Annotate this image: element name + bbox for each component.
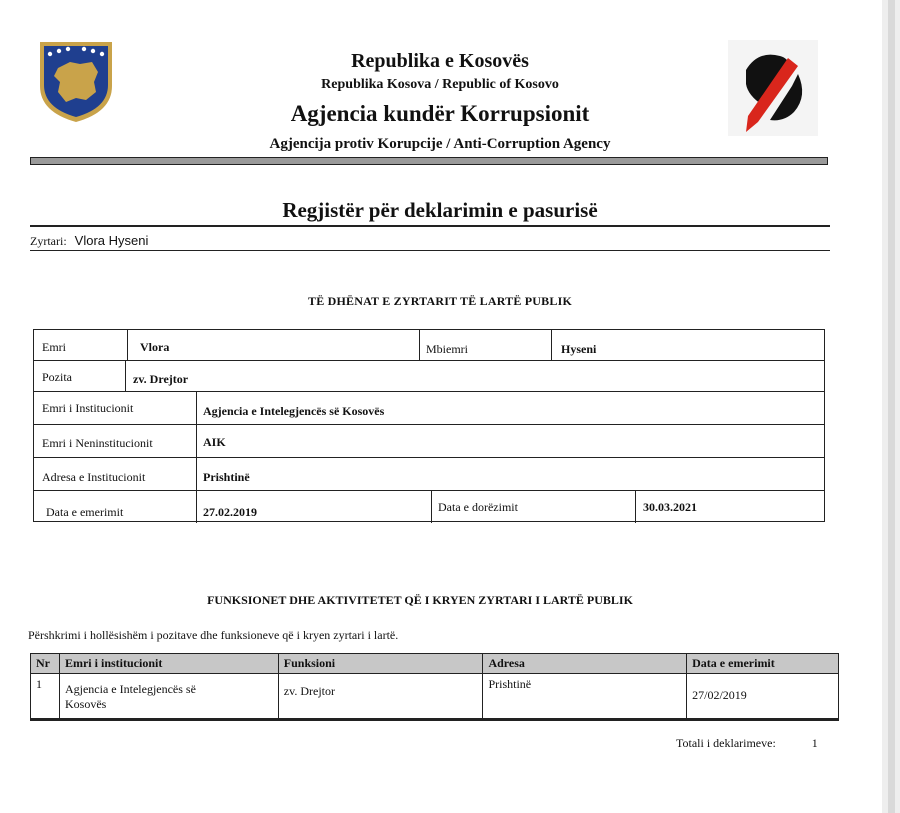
first-name-label: Emri [42,340,66,354]
sub-institution-label: Emri i Neninstitucionit [42,436,153,450]
agency-subtitle: Agjencija protiv Korupcije / Anti-Corruption Agency [269,136,611,152]
row-institution: Agjencia e Intelegjencës së Kosovës [59,674,278,720]
section-official-data-title: TË DHËNAT E ZYRTARIT TË LARTË PUBLIK [308,294,572,308]
institution-value: Agjencia e Intelegjencës së Kosovës [203,404,385,418]
institution-address-label: Adresa e Institucionit [42,470,146,484]
last-name-value: Hyseni [561,342,597,356]
position-value: zv. Drejtor [133,372,189,386]
scrollbar-thumb[interactable] [888,0,895,813]
table-row [31,674,839,720]
divider [30,250,830,251]
row-nr: 1 [31,674,60,720]
institution-address-value: Prishtinë [203,470,250,484]
row-appointment-date: 27/02/2019 [687,674,839,720]
agency-title: Agjencia kundër Korrupsionit [290,101,590,126]
official-name: Vlora Hyseni [74,233,149,248]
row-function: zv. Drejtor [278,674,483,720]
total-declarations-label: Totali i deklarimeve: [676,736,776,750]
column-header-address: Adresa [483,654,687,674]
submission-date-value: 30.03.2021 [643,500,697,514]
divider [30,225,830,227]
column-header-appointment-date: Data e emerimit [687,654,839,674]
last-name-label: Mbiemri [426,342,468,356]
sub-institution-value: AIK [203,435,226,449]
appointment-date-label: Data e emerimit [46,505,124,519]
row-address: Prishtinë [483,674,687,720]
anti-corruption-agency-logo-icon [728,40,818,136]
republic-subtitle: Republika Kosova / Republic of Kosovo [321,77,559,92]
section-functions-description: Përshkrimi i hollësishëm i pozitave dhe funksioneve që i kryen zyrtari i lartë. [28,628,399,642]
appointment-date-value: 27.02.2019 [203,505,257,519]
header-divider [30,157,828,165]
column-header-institution: Emri i institucionit [59,654,278,674]
section-functions-title: FUNKSIONET DHE AKTIVITETET QË I KRYEN ZYRTARI I LARTË PUBLIK [207,593,633,607]
institution-label: Emri i Institucionit [42,401,134,415]
position-label: Pozita [42,370,72,384]
total-declarations [676,736,818,751]
functions-table [30,653,839,721]
official-label: Zyrtari: [30,234,67,248]
official-line [30,233,148,249]
kosovo-coat-of-arms-icon [36,38,116,124]
column-header-function: Funksioni [278,654,483,674]
register-title: Regjistër për deklarimin e pasurisë [282,198,598,222]
official-info-box [33,329,825,522]
total-declarations-value: 1 [811,736,818,750]
submission-date-label: Data e dorëzimit [438,500,518,514]
first-name-value: Vlora [140,340,170,354]
column-header-nr: Nr [31,654,60,674]
republic-title: Republika e Kosovës [351,50,529,72]
